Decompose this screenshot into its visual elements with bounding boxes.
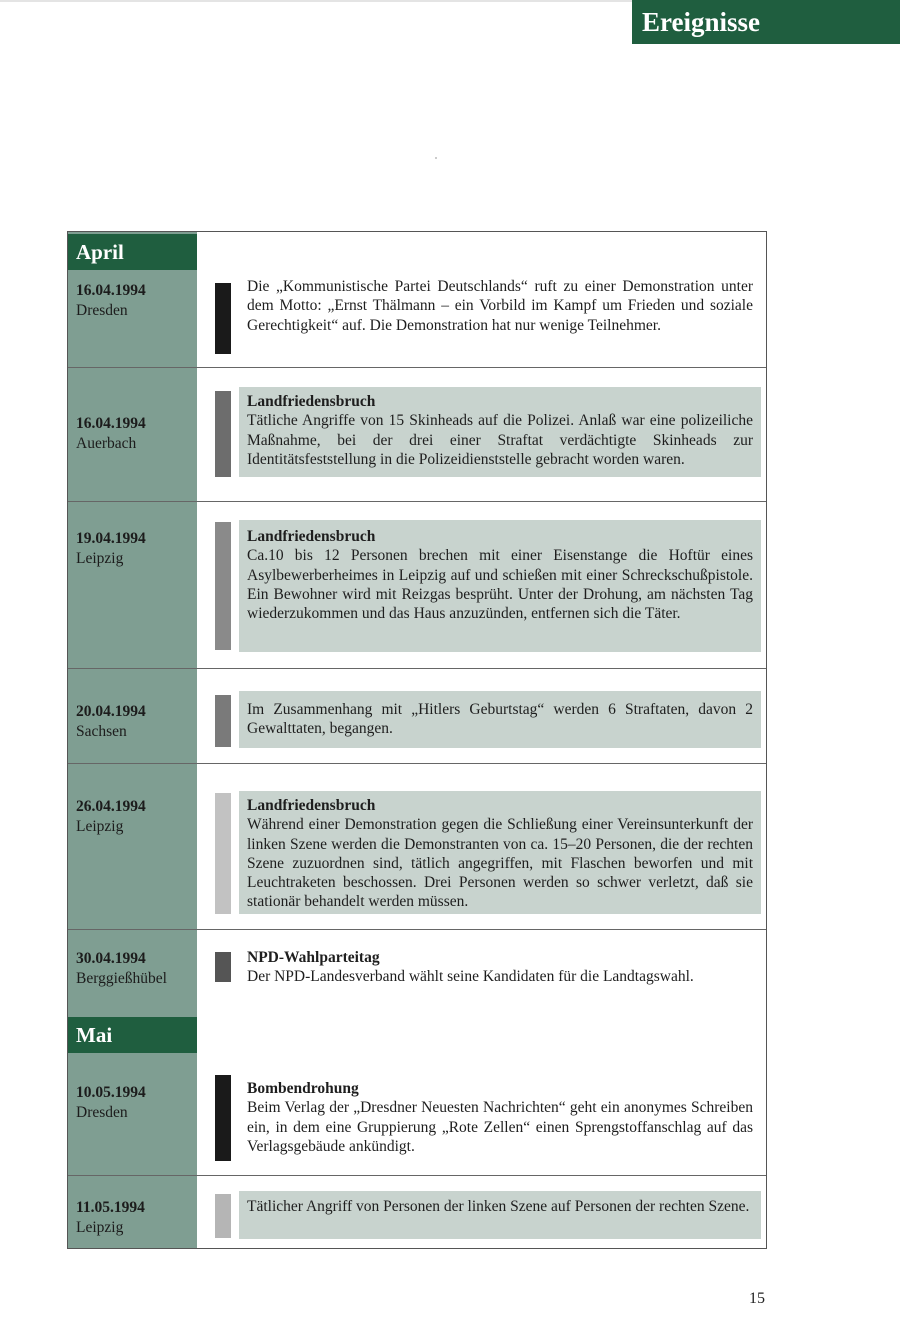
- entry-content: [239, 387, 761, 477]
- row-divider: [68, 763, 767, 764]
- entry-place: Sachsen: [76, 723, 127, 740]
- row-divider: [68, 501, 767, 502]
- entry-place: Leipzig: [76, 550, 124, 567]
- entry-content: [239, 691, 761, 748]
- entry-text: Während einer Demonstration gegen die Schließung einer Vereinsunterkunft der linken Szene werden die Demonstranten von ca. 15–20 Personen, die der rechten Szene zuzuordnen sind, tätlich angegriffen, mit Flaschen beworfen und mit Leuchtraketen beschossen. Drei Personen werden so schwer verletzt, daß sie stationär behandelt werden müssen.: [247, 816, 753, 911]
- entry-place: Leipzig: [76, 1219, 124, 1236]
- section-header: [632, 0, 900, 44]
- severity-bar: [215, 283, 231, 354]
- month-header-april: April: [68, 234, 197, 270]
- entry-title: Bombendrohung: [247, 1080, 359, 1097]
- entry-date: 10.05.1994: [76, 1084, 146, 1101]
- severity-bar: [215, 695, 231, 747]
- entry-content: [239, 1079, 761, 1161]
- entry-date: 30.04.1994: [76, 950, 146, 967]
- severity-bar: [215, 1194, 231, 1238]
- entry-content: [239, 791, 761, 914]
- entry-date-cell: [76, 414, 196, 454]
- severity-bar: [215, 793, 231, 914]
- entry-text: Im Zusammenhang mit „Hitlers Geburtstag“ werden 6 Straftaten, davon 2 Gewalttaten, begangen.: [247, 701, 753, 738]
- entry-date-cell: [76, 797, 196, 837]
- entry-text: Tätliche Angriffe von 15 Skinheads auf die Polizei. Anlaß war eine polizeiliche Maßnahme, bei der drei einer Straftat verdächtigte Skinheads zur Identitätsfeststellung in die Polizeidienststelle gebracht worden waren.: [247, 412, 753, 468]
- entry-title: Landfriedensbruch: [247, 797, 376, 814]
- entry-date: 19.04.1994: [76, 530, 146, 547]
- scan-speck: [435, 157, 437, 159]
- entry-date-cell: [76, 1083, 196, 1123]
- entry-title: Landfriedensbruch: [247, 393, 376, 410]
- events-table: [67, 231, 767, 1249]
- entry-date: 16.04.1994: [76, 415, 146, 432]
- entry-place: Berggießhübel: [76, 970, 167, 987]
- entry-place: Leipzig: [76, 818, 124, 835]
- entry-date-cell: [76, 529, 196, 569]
- entry-date-cell: [76, 281, 196, 321]
- severity-bar: [215, 952, 231, 982]
- entry-date-cell: [76, 1198, 196, 1238]
- row-divider: [68, 668, 767, 669]
- entry-text: Der NPD-Landesverband wählt seine Kandidaten für die Landtagswahl.: [247, 968, 694, 986]
- section-title: Ereignisse: [642, 7, 761, 37]
- entry-title: NPD-Wahlparteitag: [247, 949, 380, 966]
- entry-date: 11.05.1994: [76, 1199, 145, 1216]
- month-header-mai: Mai: [68, 1017, 197, 1053]
- entry-date-cell: [76, 949, 196, 989]
- entry-content: [239, 277, 761, 357]
- entry-place: Dresden: [76, 1104, 128, 1121]
- entry-text: Ca.10 bis 12 Personen brechen mit einer Eisenstange die Hoftür eines Asylbewerberheimes in Leipzig auf und schießen mit einer Schreckschußpistole. Ein Bewohner wird mit Reizgas besprüht. Unter der Drohung, am nächsten Tag wiederzukommen und das Haus anzuzünden, entfernen sich die Täter.: [247, 547, 753, 623]
- entry-date: 20.04.1994: [76, 703, 146, 720]
- severity-bar: [215, 1075, 231, 1161]
- entry-content: [239, 948, 761, 990]
- severity-bar: [215, 391, 231, 477]
- entry-text: Beim Verlag der „Dresdner Neuesten Nachrichten“ geht ein anonymes Schreiben ein, in dem eine Gruppierung „Rote Zellen“ einen Sprengstoffanschlag auf das Verlagsgebäude ankündigt.: [247, 1099, 753, 1155]
- entry-content: [239, 520, 761, 652]
- entry-date: 16.04.1994: [76, 282, 146, 299]
- entry-title: Landfriedensbruch: [247, 528, 376, 545]
- row-divider: [68, 367, 767, 368]
- row-divider: [68, 1175, 767, 1176]
- entry-place: Auerbach: [76, 435, 137, 452]
- severity-bar: [215, 522, 231, 650]
- entry-date-cell: [76, 702, 196, 742]
- row-divider: [68, 929, 767, 930]
- entry-content: [239, 1191, 761, 1239]
- entry-text: Die „Kommunistische Partei Deutschlands“ ruft zu einer Demonstration unter dem Motto: „Ernst Thälmann – ein Vorbild im Kampf um Frieden und soziale Gerechtigkeit“ auf. Die Demonstration hat nur wenige Teilnehmer.: [247, 278, 753, 334]
- page-number: 15: [749, 1290, 765, 1307]
- entry-text: Tätlicher Angriff von Personen der linken Szene auf Personen der rechten Szene.: [247, 1198, 750, 1215]
- entry-place: Dresden: [76, 302, 128, 319]
- entry-date: 26.04.1994: [76, 798, 146, 815]
